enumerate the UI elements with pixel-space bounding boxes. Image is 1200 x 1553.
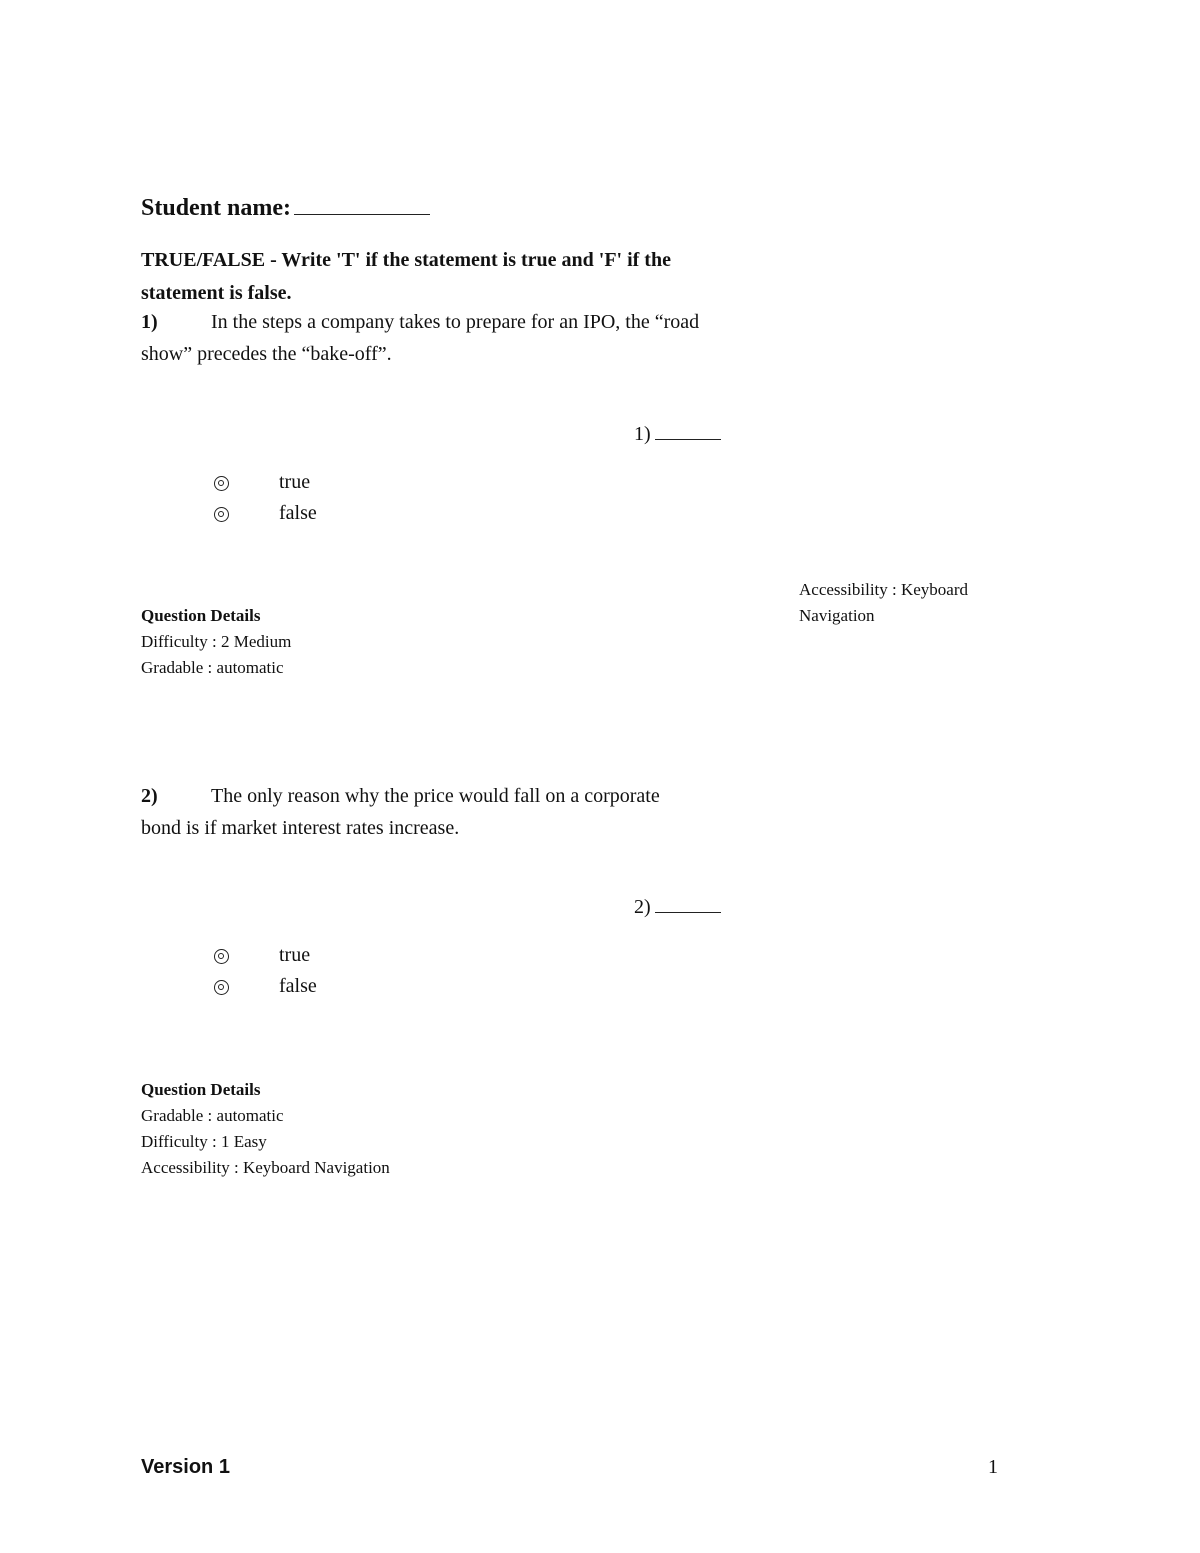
details-line: Difficulty : 1 Easy bbox=[141, 1132, 267, 1151]
radio-icon[interactable] bbox=[214, 949, 229, 964]
details-line: Gradable : automatic bbox=[141, 1106, 284, 1125]
answer-1-label: 1) bbox=[634, 423, 651, 445]
option-label: false bbox=[279, 502, 317, 524]
question-2-option-false[interactable] bbox=[214, 975, 317, 998]
student-name-field bbox=[141, 192, 430, 222]
student-name-blank[interactable] bbox=[294, 192, 430, 215]
details-line: Gradable : automatic bbox=[141, 658, 284, 677]
answer-1-blank[interactable] bbox=[655, 421, 721, 440]
details-heading: Question Details bbox=[141, 606, 261, 625]
question-1-option-true[interactable] bbox=[214, 471, 310, 494]
question-1-details bbox=[141, 603, 291, 681]
radio-icon[interactable] bbox=[214, 980, 229, 995]
question-1-option-false[interactable] bbox=[214, 502, 317, 525]
details-heading: Question Details bbox=[141, 1080, 261, 1099]
answer-2-label: 2) bbox=[634, 896, 651, 918]
footer-version: Version 1 bbox=[141, 1456, 230, 1478]
details-line: Accessibility : Keyboard Navigation bbox=[141, 1158, 390, 1177]
question-1 bbox=[141, 306, 741, 370]
option-label: false bbox=[279, 975, 317, 997]
question-2-number: 2) bbox=[141, 785, 158, 807]
question-2-option-true[interactable] bbox=[214, 944, 310, 967]
question-2-details bbox=[141, 1077, 390, 1181]
option-label: true bbox=[279, 471, 311, 493]
radio-icon[interactable] bbox=[214, 476, 229, 491]
question-1-number: 1) bbox=[141, 311, 158, 333]
option-label: true bbox=[279, 944, 311, 966]
question-1-accessibility-note: Accessibility : Keyboard Navigation bbox=[799, 580, 969, 625]
radio-icon[interactable] bbox=[214, 507, 229, 522]
answer-1-field[interactable] bbox=[634, 421, 721, 446]
footer-page-number: 1 bbox=[988, 1456, 998, 1478]
answer-2-field[interactable] bbox=[634, 894, 721, 919]
question-2-text: The only reason why the price would fall on a corporate bond is if market interest rates increase. bbox=[141, 785, 660, 839]
instructions: TRUE/FALSE - Write 'T' if the statement is true and 'F' if the statement is false. bbox=[141, 249, 671, 304]
question-2 bbox=[141, 780, 681, 844]
details-line: Difficulty : 2 Medium bbox=[141, 632, 292, 651]
student-name-label: Student name: bbox=[141, 195, 292, 221]
question-1-text: In the steps a company takes to prepare for an IPO, the “road show” precedes the “bake-off”. bbox=[141, 311, 700, 365]
answer-2-blank[interactable] bbox=[655, 894, 721, 913]
